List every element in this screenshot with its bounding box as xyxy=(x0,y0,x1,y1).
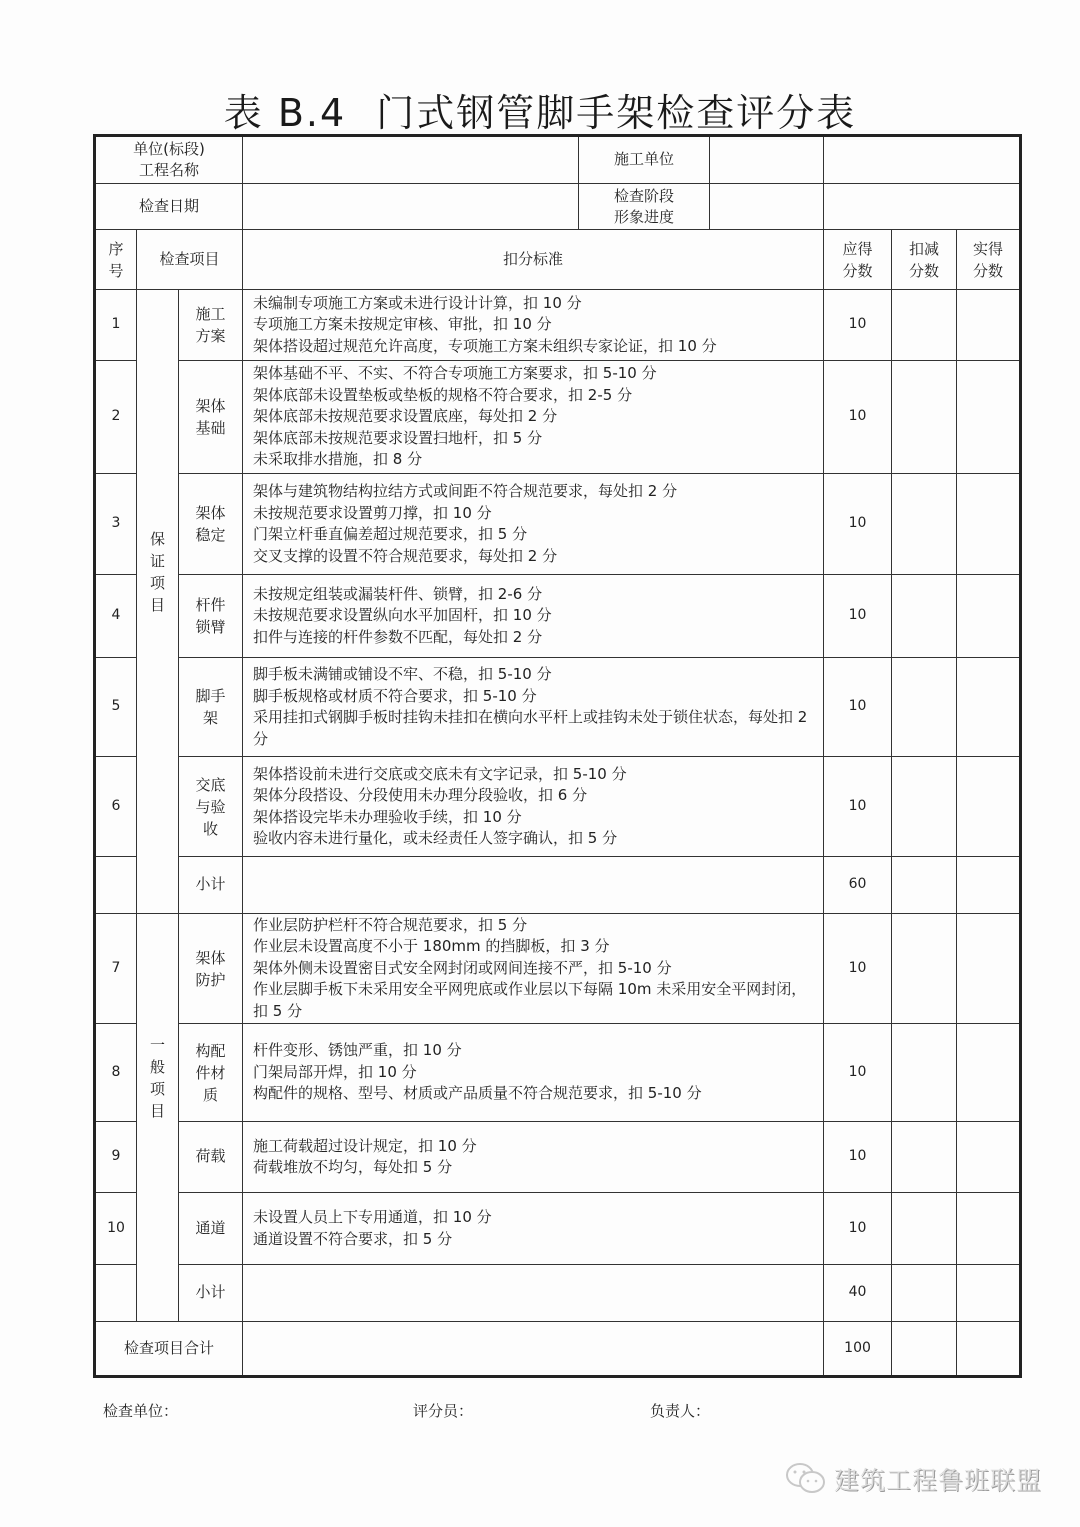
header-deduct: 扣减 分数 xyxy=(892,230,957,290)
score-table xyxy=(93,134,1022,1378)
row-deduct-score[interactable] xyxy=(892,575,957,658)
table-row xyxy=(95,1122,1021,1193)
subtotal-row xyxy=(95,1265,1021,1322)
row-seq: 10 xyxy=(95,1193,137,1265)
row-due-score: 10 xyxy=(824,575,892,658)
table-row xyxy=(95,290,1021,361)
row-actual-score[interactable] xyxy=(957,914,1021,1024)
row-due-score: 10 xyxy=(824,1024,892,1122)
row-due-score: 10 xyxy=(824,1193,892,1265)
row-actual-score[interactable] xyxy=(957,658,1021,757)
row-seq: 9 xyxy=(95,1122,137,1193)
row-item: 构配 件材 质 xyxy=(179,1024,243,1122)
subtotal-row xyxy=(95,857,1021,914)
wechat-icon xyxy=(784,1461,828,1497)
subtotal-due-score: 60 xyxy=(824,857,892,914)
row-deduct-score[interactable] xyxy=(892,290,957,361)
row-standards: 未编制专项施工方案或未进行设计计算，扣 10 分 专项施工方案未按规定审核、审批，扣 10 分 架体搭设超过规范允许高度，专项施工方案未组织专家论证，扣 10 分 xyxy=(243,290,824,361)
total-due-score: 100 xyxy=(824,1322,892,1377)
unit-label: 单位(标段) 工程名称 xyxy=(95,136,243,184)
row-deduct-score[interactable] xyxy=(892,757,957,857)
row-deduct-score[interactable] xyxy=(892,361,957,474)
row-deduct-score[interactable] xyxy=(892,1122,957,1193)
row-deduct-score[interactable] xyxy=(892,1193,957,1265)
subtotal-deduct-score[interactable] xyxy=(892,1265,957,1322)
subtotal-standards xyxy=(243,857,824,914)
row-due-score: 10 xyxy=(824,914,892,1024)
row-due-score: 10 xyxy=(824,290,892,361)
row-actual-score[interactable] xyxy=(957,757,1021,857)
row-due-score: 10 xyxy=(824,474,892,575)
row-item: 交底 与验 收 xyxy=(179,757,243,857)
table-row xyxy=(95,658,1021,757)
subtotal-due-score: 40 xyxy=(824,1265,892,1322)
footer-responsible: 负责人： xyxy=(650,1402,711,1420)
footer-scorer: 评分员： xyxy=(413,1402,474,1420)
row-standards: 架体搭设前未进行交底或交底未有文字记录，扣 5-10 分 架体分段搭设、分段使用未办理分段验收，扣 6 分 架体搭设完毕未办理验收手续，扣 10 分 验收内容未进行量化，或未经责任人签字确认，扣 5 分 xyxy=(243,757,824,857)
watermark xyxy=(784,1461,1042,1497)
row-item: 架体 基础 xyxy=(179,361,243,474)
group-guarantee: 保 证 项 目 xyxy=(137,290,179,914)
row-due-score: 10 xyxy=(824,757,892,857)
unit-value[interactable] xyxy=(243,136,824,184)
row-standards: 作业层防护栏杆不符合规范要求，扣 5 分 作业层未设置高度不小于 180mm 的挡脚板，扣 3 分 架体外侧未设置密目式安全网封闭或网间连接不严，扣 5-10 分 作业层脚手板下未采用安全平网兜底或作业层以下每隔 10m 未采用安全平网封闭，扣 5 分 xyxy=(243,914,824,1024)
construction-unit-label: 施工单位 xyxy=(578,137,709,183)
row-item: 通道 xyxy=(179,1193,243,1265)
row-standards: 架体基础不平、不实、不符合专项施工方案要求，扣 5-10 分 架体底部未设置垫板或垫板的规格不符合要求，扣 2-5 分 架体底部未按规范要求设置底座，每处扣 2 分 架体底部未按规范要求设置扫地杆，扣 5 分 未采取排水措施，扣 8 分 xyxy=(243,361,824,474)
row-seq: 5 xyxy=(95,658,137,757)
subtotal-standards xyxy=(243,1265,824,1322)
row-standards: 未按规定组装或漏装杆件、锁臂，扣 2-6 分 未按规范要求设置纵向水平加固杆，扣 10 分 扣件与连接的杆件参数不匹配，每处扣 2 分 xyxy=(243,575,824,658)
date-value[interactable] xyxy=(243,184,824,230)
subtotal-actual-score[interactable] xyxy=(957,857,1021,914)
total-actual-score[interactable] xyxy=(957,1322,1021,1377)
row-seq: 7 xyxy=(95,914,137,1024)
row-seq: 1 xyxy=(95,290,137,361)
row-due-score: 10 xyxy=(824,1122,892,1193)
row-seq: 2 xyxy=(95,361,137,474)
row-seq: 8 xyxy=(95,1024,137,1122)
subtotal-label: 小计 xyxy=(179,857,243,914)
group-general: 一 般 项 目 xyxy=(137,914,179,1322)
subtotal-seq xyxy=(95,1265,137,1322)
watermark-text: 建筑工程鲁班联盟 xyxy=(834,1466,1043,1495)
total-row xyxy=(95,1322,1021,1377)
row-standards: 施工荷载超过设计规定，扣 10 分 荷载堆放不均匀，每处扣 5 分 xyxy=(243,1122,824,1193)
row-standards: 杆件变形、锈蚀严重，扣 10 分 门架局部开焊，扣 10 分 构配件的规格、型号、材质或产品质量不符合规范要求，扣 5-10 分 xyxy=(243,1024,824,1122)
row-actual-score[interactable] xyxy=(957,1024,1021,1122)
row-standards: 架体与建筑物结构拉结方式或间距不符合规范要求，每处扣 2 分 未按规范要求设置剪刀撑，扣 10 分 门架立杆垂直偏差超过规范要求，扣 5 分 交叉支撑的设置不符合规范要求，每处扣 2 分 xyxy=(243,474,824,575)
stage-label: 检查阶段 形象进度 xyxy=(578,184,709,229)
header-item: 检查项目 xyxy=(137,230,243,290)
table-row xyxy=(95,1024,1021,1122)
row-actual-score[interactable] xyxy=(957,575,1021,658)
table-code: 表 B.4 xyxy=(223,91,347,135)
table-title: 门式钢管脚手架检查评分表 xyxy=(376,91,857,135)
date-label: 检查日期 xyxy=(95,184,243,230)
subtotal-deduct-score[interactable] xyxy=(892,857,957,914)
row-item: 荷载 xyxy=(179,1122,243,1193)
table-row xyxy=(95,1193,1021,1265)
row-item: 施工 方案 xyxy=(179,290,243,361)
row-actual-score[interactable] xyxy=(957,474,1021,575)
row-deduct-score[interactable] xyxy=(892,1024,957,1122)
table-row xyxy=(95,361,1021,474)
table-row xyxy=(95,914,1021,1024)
page-title xyxy=(0,82,1080,137)
row-actual-score[interactable] xyxy=(957,290,1021,361)
total-standards xyxy=(243,1322,824,1377)
subtotal-actual-score[interactable] xyxy=(957,1265,1021,1322)
row-deduct-score[interactable] xyxy=(892,658,957,757)
row-deduct-score[interactable] xyxy=(892,474,957,575)
table-row xyxy=(95,474,1021,575)
row-seq: 4 xyxy=(95,575,137,658)
construction-unit-value[interactable] xyxy=(824,136,1021,184)
table-row xyxy=(95,757,1021,857)
row-item: 架体 稳定 xyxy=(179,474,243,575)
footer-inspect-unit: 检查单位： xyxy=(103,1402,179,1420)
header-due: 应得 分数 xyxy=(824,230,892,290)
total-label: 检查项目合计 xyxy=(95,1322,243,1377)
row-deduct-score[interactable] xyxy=(892,914,957,1024)
row-item: 架体 防护 xyxy=(179,914,243,1024)
row-due-score: 10 xyxy=(824,361,892,474)
row-actual-score[interactable] xyxy=(957,361,1021,474)
stage-value[interactable] xyxy=(824,184,1021,230)
total-deduct-score[interactable] xyxy=(892,1322,957,1377)
subtotal-label: 小计 xyxy=(179,1265,243,1322)
header-standard: 扣分标准 xyxy=(243,230,824,290)
row-due-score: 10 xyxy=(824,658,892,757)
row-standards: 脚手板未满铺或铺设不牢、不稳，扣 5-10 分 脚手板规格或材质不符合要求，扣 5-10 分 采用挂扣式钢脚手板时挂钩未挂扣在横向水平杆上或挂钩未处于锁住状态，每处扣 2 分 xyxy=(243,658,824,757)
row-seq: 3 xyxy=(95,474,137,575)
row-item: 杆件 锁臂 xyxy=(179,575,243,658)
row-standards: 未设置人员上下专用通道，扣 10 分 通道设置不符合要求，扣 5 分 xyxy=(243,1193,824,1265)
row-actual-score[interactable] xyxy=(957,1122,1021,1193)
header-seq: 序 号 xyxy=(95,230,137,290)
row-item: 脚手 架 xyxy=(179,658,243,757)
row-seq: 6 xyxy=(95,757,137,857)
row-actual-score[interactable] xyxy=(957,1193,1021,1265)
subtotal-seq xyxy=(95,857,137,914)
table-row xyxy=(95,575,1021,658)
header-actual: 实得 分数 xyxy=(957,230,1021,290)
